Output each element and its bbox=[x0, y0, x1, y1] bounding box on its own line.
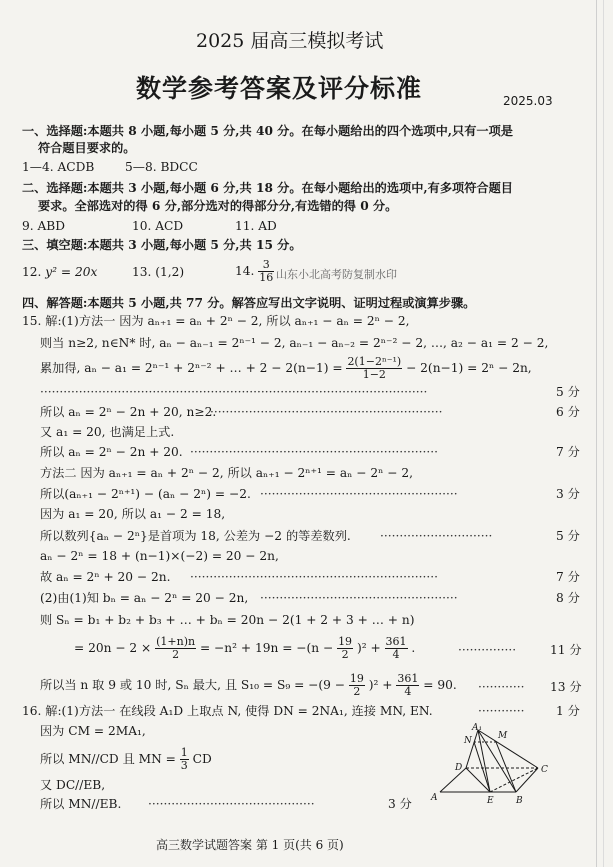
label-D: D bbox=[455, 763, 463, 773]
q15-line-16-part: 所以当 n 取 9 或 10 时, Sₙ 最大, 且 S₁₀ = S₉ = −(9 − bbox=[40, 678, 345, 692]
dot-leader: ············ bbox=[478, 704, 525, 718]
score-5-b: 5 分 bbox=[556, 529, 580, 543]
fraction-denominator: 2 bbox=[353, 685, 361, 698]
answer-14-number: 14. bbox=[235, 264, 255, 278]
dot-leader: ································································ bbox=[190, 570, 438, 584]
fraction-numerator: (1+n)n bbox=[156, 635, 196, 648]
score-13: 13 分 bbox=[550, 680, 582, 694]
q16-line-5: 所以 MN//EB. bbox=[40, 797, 122, 811]
q15-line-5: 又 a₁ = 20, 也满足上式. bbox=[40, 425, 175, 439]
geometry-figure bbox=[428, 722, 558, 807]
section-1-heading: 一、选择题:本题共 8 小题,每小题 5 分,共 40 分。在每小题给出的四个选项中,只有一项是 bbox=[22, 124, 513, 138]
dot-leader: ············ bbox=[478, 680, 525, 694]
q15-line-13: (2)由(1)知 bₙ = aₙ − 2ⁿ = 20 − 2n, bbox=[40, 591, 249, 605]
fraction-numerator: 1 bbox=[180, 746, 188, 759]
section-1-heading-cont: 符合题目要求的。 bbox=[38, 141, 136, 155]
dot-leader: ··············· bbox=[458, 643, 517, 657]
q15-line-9: 因为 a₁ = 20, 所以 a₁ − 2 = 18, bbox=[40, 507, 226, 521]
score-7-b: 7 分 bbox=[556, 570, 580, 584]
section-4-heading: 四、解答题:本题共 5 小题,共 77 分。解答应写出文字说明、证明过程或演算步骤。 bbox=[22, 296, 476, 310]
q15-line-2: 则当 n≥2, n∈N* 时, aₙ − aₙ₋₁ = 2ⁿ⁻¹ − 2, aₙ₋₁ − aₙ₋₂ = 2ⁿ⁻² − 2, …, a₂ − a₁ = 2 − 2, bbox=[40, 336, 549, 350]
fraction-denominator: 2 bbox=[172, 648, 180, 661]
q15-fraction bbox=[155, 636, 196, 661]
answer-10: 10. ACD bbox=[132, 219, 184, 233]
q15-line-6: 所以 aₙ = 2ⁿ − 2n + 20. bbox=[40, 445, 183, 459]
fraction-denominator: 2 bbox=[341, 648, 349, 661]
q16-line-2: 因为 CM = 2MA₁, bbox=[40, 724, 146, 738]
q15-fraction bbox=[337, 636, 353, 661]
watermark-text: 山东小北高考防复制水印 bbox=[276, 268, 397, 281]
q15-line-11: aₙ − 2ⁿ = 18 + (n−1)×(−2) = 20 − 2n, bbox=[40, 549, 279, 563]
score-3: 3 分 bbox=[556, 487, 580, 501]
q16-line-3-part: CD bbox=[192, 752, 212, 766]
answer-5-8: 5—8. BDCC bbox=[125, 160, 198, 174]
q16-fraction bbox=[180, 747, 189, 772]
answer-1-4: 1—4. ACDB bbox=[22, 160, 95, 174]
q15-fraction bbox=[396, 673, 419, 698]
answer-14 bbox=[235, 259, 274, 284]
page-footer: 高三数学试题答案 第 1 页(共 6 页) bbox=[156, 838, 344, 852]
q15-sum-fraction bbox=[346, 356, 402, 381]
answer-11: 11. AD bbox=[235, 219, 277, 233]
fraction-denominator: 16 bbox=[259, 271, 274, 284]
dot-leader: ··················································· bbox=[260, 591, 458, 605]
q15-line-16 bbox=[40, 673, 457, 698]
q15-line-15-part: . bbox=[411, 641, 416, 655]
score-8: 8 分 bbox=[556, 591, 580, 605]
q15-line-15-part: = −n² + 19n = −(n − bbox=[199, 641, 334, 655]
edge-A1C bbox=[478, 730, 538, 768]
label-E: E bbox=[487, 796, 494, 806]
q15-line-12: 故 aₙ = 2ⁿ + 20 − 2n. bbox=[40, 570, 171, 584]
label-A: A bbox=[431, 793, 438, 803]
q16-line-4: 又 DC//EB, bbox=[40, 778, 106, 792]
answer-14-fraction bbox=[258, 259, 274, 284]
fraction-denominator: 4 bbox=[404, 685, 412, 698]
doc-title: 数学参考答案及评分标准 bbox=[136, 74, 423, 103]
scan-edge-line bbox=[603, 0, 604, 867]
label-M: M bbox=[498, 731, 508, 741]
score-6: 6 分 bbox=[556, 405, 580, 419]
answer-13: 13. (1,2) bbox=[132, 265, 185, 279]
label-A1: A₁ bbox=[472, 723, 483, 733]
q15-line-3-right: − 2(n−1) = 2ⁿ − 2n, bbox=[406, 361, 532, 375]
scan-edge-line bbox=[596, 0, 597, 867]
dot-leader: ····························· bbox=[380, 529, 493, 543]
q15-line-15 bbox=[74, 636, 415, 661]
answer-12-number: 12. bbox=[22, 265, 46, 279]
dot-leader: ··················································· bbox=[260, 487, 458, 501]
section-2-heading: 二、选择题:本题共 3 小题,每小题 6 分,共 18 分。在每小题给出的选项中,有多项符合题目 bbox=[22, 181, 513, 195]
q16-line-1: 16. 解:(1)方法一 在线段 A₁D 上取点 N, 使得 DN = 2NA₁, 连接 MN, EN. bbox=[22, 704, 433, 718]
answer-9: 9. ABD bbox=[22, 219, 66, 233]
q15-line-15-part: = 20n − 2 × bbox=[74, 641, 152, 655]
fraction-denominator: 1−2 bbox=[362, 368, 386, 381]
fraction-numerator: 19 bbox=[338, 635, 353, 648]
fraction-numerator: 361 bbox=[397, 672, 419, 685]
answer-12 bbox=[22, 265, 97, 280]
label-N: N bbox=[464, 736, 472, 746]
score-11: 11 分 bbox=[550, 643, 582, 657]
q15-line-4: 所以 aₙ = 2ⁿ − 2n + 20, n≥2. bbox=[40, 405, 217, 419]
q15-line-16-part: = 90. bbox=[423, 678, 457, 692]
q15-line-16-part: )² + bbox=[368, 678, 393, 692]
fraction-numerator: 3 bbox=[258, 259, 274, 272]
q15-line-10: 所以数列{aₙ − 2ⁿ}是首项为 18, 公差为 −2 的等差数列. bbox=[40, 529, 351, 543]
dot-leader: ································································ bbox=[190, 445, 438, 459]
q15-line-1: 15. 解:(1)方法一 因为 aₙ₊₁ = aₙ + 2ⁿ − 2, 所以 aₙ₊₁ − aₙ = 2ⁿ − 2, bbox=[22, 314, 410, 328]
score-7-a: 7 分 bbox=[556, 445, 580, 459]
fraction-numerator: 361 bbox=[385, 635, 407, 648]
exam-title: 2025 届高三模拟考试 bbox=[196, 30, 384, 52]
score-3-q16: 3 分 bbox=[388, 797, 412, 811]
q16-line-3 bbox=[40, 747, 212, 772]
label-B: B bbox=[516, 796, 523, 806]
score-1: 1 分 bbox=[556, 704, 580, 718]
dot-leader: ···································································································· bbox=[40, 385, 428, 399]
fraction-denominator: 4 bbox=[392, 648, 400, 661]
score-5-a: 5 分 bbox=[556, 385, 580, 399]
q15-fraction bbox=[385, 636, 408, 661]
section-2-heading-cont: 要求。全部选对的得 6 分,部分选对的得部分分,有选错的得 0 分。 bbox=[38, 199, 398, 213]
fraction-denominator: 3 bbox=[180, 759, 188, 772]
q15-fraction bbox=[349, 673, 365, 698]
q16-line-3-part: 所以 MN//CD 且 MN = bbox=[40, 752, 176, 766]
q15-line-8: 所以(aₙ₊₁ − 2ⁿ⁺¹) − (aₙ − 2ⁿ) = −2. bbox=[40, 487, 251, 501]
fraction-numerator: 19 bbox=[349, 672, 364, 685]
answer-12-formula: y² = 20x bbox=[45, 265, 98, 279]
q15-line-3-left: 累加得, aₙ − a₁ = 2ⁿ⁻¹ + 2ⁿ⁻² + … + 2 − 2(n−1) = bbox=[40, 361, 343, 375]
q15-method-2-line: 方法二 因为 aₙ₊₁ = aₙ + 2ⁿ − 2, 所以 aₙ₊₁ − 2ⁿ⁺¹ = aₙ − 2ⁿ − 2, bbox=[40, 466, 413, 480]
fraction-numerator: 2(1−2ⁿ⁻¹) bbox=[347, 355, 402, 368]
q15-line-3 bbox=[40, 356, 532, 381]
date: 2025.03 bbox=[503, 94, 553, 108]
label-C: C bbox=[541, 765, 548, 775]
dot-leader: ··········································· bbox=[148, 797, 315, 811]
edge-BC bbox=[516, 768, 538, 792]
q15-line-15-part: )² + bbox=[356, 641, 381, 655]
q15-line-14: 则 Sₙ = b₁ + b₂ + b₃ + … + bₙ = 20n − 2(1 + 2 + 3 + … + n) bbox=[40, 613, 415, 627]
section-3-heading: 三、填空题:本题共 3 小题,每小题 5 分,共 15 分。 bbox=[22, 238, 302, 252]
dot-leader: ···························································· bbox=[210, 405, 443, 419]
